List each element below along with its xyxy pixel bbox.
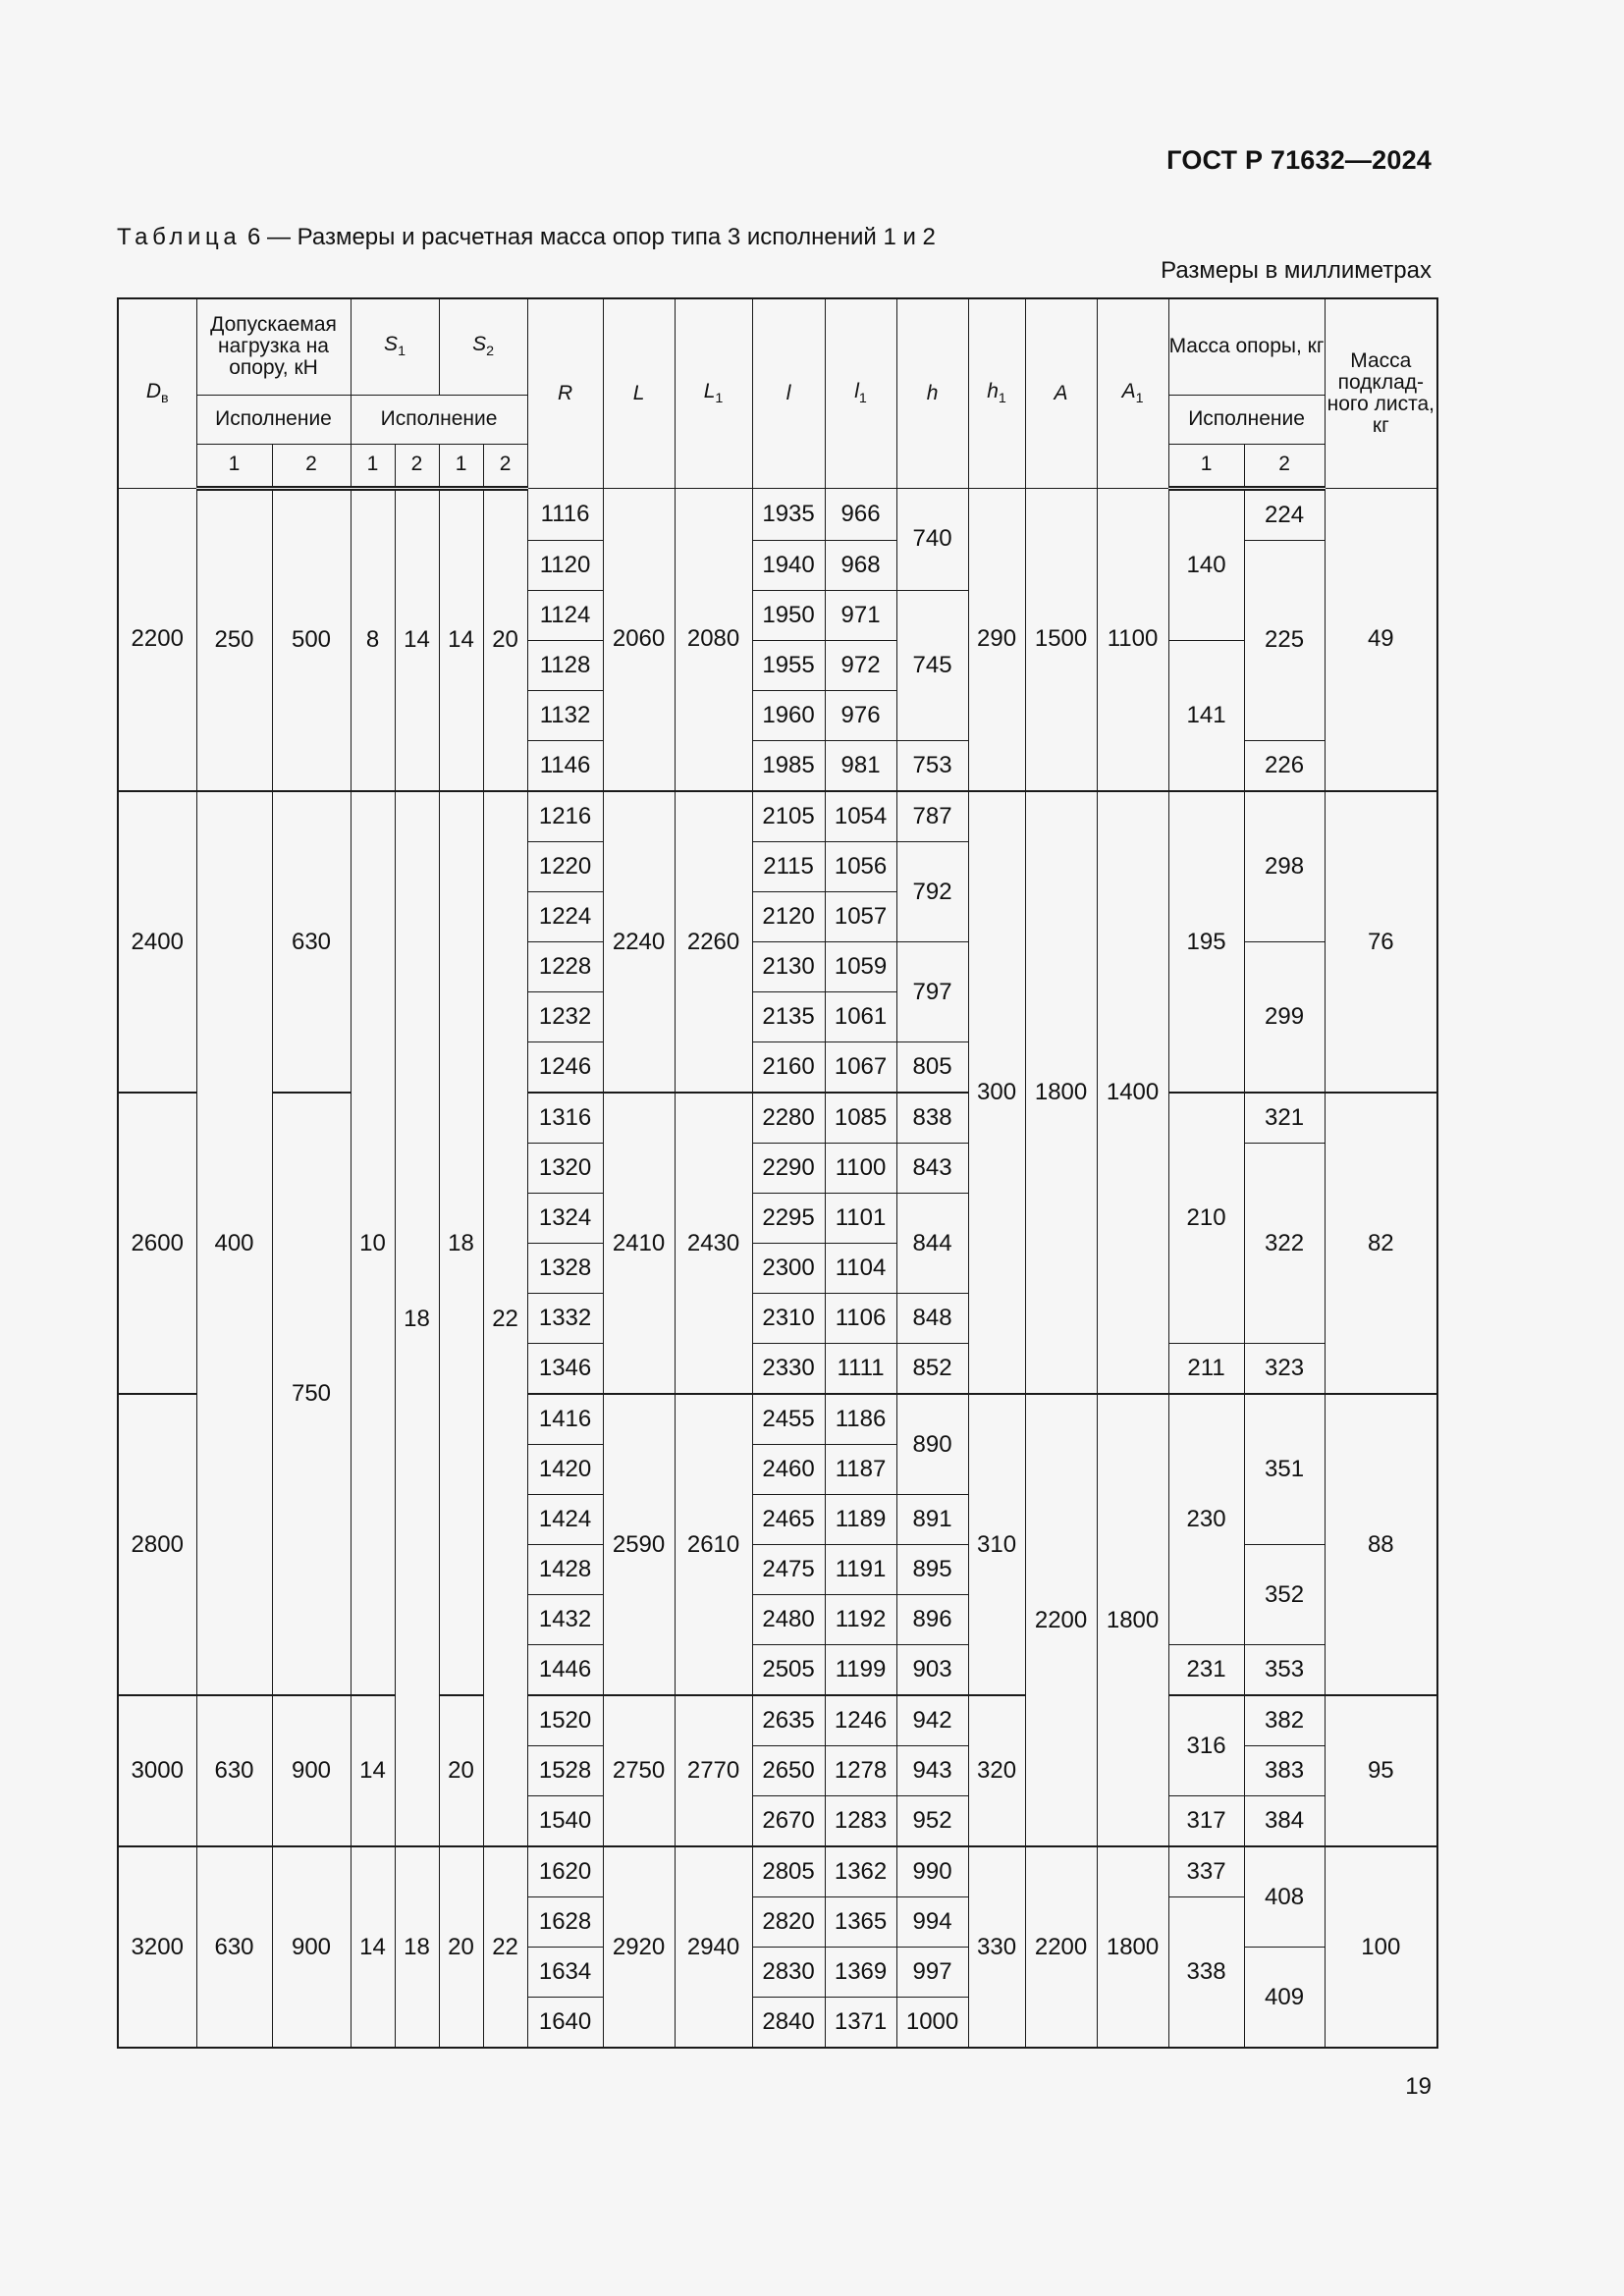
cell-m1: 195 xyxy=(1168,791,1244,1093)
header-r: R xyxy=(527,298,603,488)
cell-a1: 1800 xyxy=(1097,1394,1168,1846)
table-caption xyxy=(117,224,936,251)
cell-l1: 981 xyxy=(825,740,896,791)
cell-h: 843 xyxy=(896,1143,968,1193)
cell-s1-2: 14 xyxy=(395,488,439,791)
cell-m2: 224 xyxy=(1244,488,1325,540)
cell-l: 1940 xyxy=(752,540,825,590)
cell-load2: 500 xyxy=(272,488,351,791)
cell-plate: 88 xyxy=(1325,1394,1437,1695)
cell-plate: 82 xyxy=(1325,1093,1437,1394)
cell-load2: 630 xyxy=(272,791,351,1093)
cell-l: 2105 xyxy=(752,791,825,842)
units-note: Размеры в миллиметрах xyxy=(1161,257,1432,284)
cell-s1-2: 18 xyxy=(395,1846,439,2048)
cell-r: 1316 xyxy=(527,1093,603,1144)
cell-l: 2330 xyxy=(752,1343,825,1394)
cell-l: 2120 xyxy=(752,891,825,941)
cell-r: 1528 xyxy=(527,1745,603,1795)
header-s2: $S_2$ xyxy=(439,298,527,395)
cell-m1: 141 xyxy=(1168,640,1244,791)
cell-m2: 226 xyxy=(1244,740,1325,791)
cell-m2: 351 xyxy=(1244,1394,1325,1545)
cell-r: 1620 xyxy=(527,1846,603,1897)
cell-h: 787 xyxy=(896,791,968,842)
cell-l: 2460 xyxy=(752,1444,825,1494)
cell-r: 1328 xyxy=(527,1243,603,1293)
header-variant-s: Исполнение xyxy=(351,395,527,444)
cell-l: 2295 xyxy=(752,1193,825,1243)
cell-s2-1: 20 xyxy=(439,1695,483,1846)
cell-l1: 1061 xyxy=(825,991,896,1041)
cell-l: 1950 xyxy=(752,590,825,640)
cell-h1: 310 xyxy=(968,1394,1025,1695)
cell-s2-1: 20 xyxy=(439,1846,483,2048)
cell-l1: 1189 xyxy=(825,1494,896,1544)
cell-l1: 1106 xyxy=(825,1293,896,1343)
cell-l1: 1056 xyxy=(825,841,896,891)
cell-r: 1420 xyxy=(527,1444,603,1494)
cell-h: 890 xyxy=(896,1394,968,1495)
cell-l1: 1187 xyxy=(825,1444,896,1494)
header-a1: $A_1$ xyxy=(1097,298,1168,488)
cell-s1-1: 8 xyxy=(351,488,395,791)
cell-r: 1416 xyxy=(527,1394,603,1445)
cell-d: 2400 xyxy=(118,791,196,1093)
cell-s2-2: 22 xyxy=(483,791,527,1846)
header-l1-small: $l_1$ xyxy=(825,298,896,488)
cell-l1-big: 2080 xyxy=(675,488,752,791)
cell-h: 797 xyxy=(896,941,968,1041)
cell-s2-2: 20 xyxy=(483,488,527,791)
cell-r: 1446 xyxy=(527,1644,603,1695)
cell-load2: 900 xyxy=(272,1695,351,1846)
cell-m2: 383 xyxy=(1244,1745,1325,1795)
cell-m2: 353 xyxy=(1244,1644,1325,1695)
cell-m1: 211 xyxy=(1168,1343,1244,1394)
cell-h1: 290 xyxy=(968,488,1025,791)
cell-l1: 966 xyxy=(825,488,896,540)
cell-l: 2465 xyxy=(752,1494,825,1544)
cell-a: 2200 xyxy=(1025,1846,1097,2048)
cell-load1: 250 xyxy=(196,488,272,791)
cell-l1: 1186 xyxy=(825,1394,896,1445)
cell-h: 805 xyxy=(896,1041,968,1093)
cell-l1: 1085 xyxy=(825,1093,896,1144)
cell-h: 990 xyxy=(896,1846,968,1897)
cell-l1: 1369 xyxy=(825,1947,896,1997)
table-row xyxy=(118,1846,1437,1897)
cell-r: 1320 xyxy=(527,1143,603,1193)
cell-s1-1: 10 xyxy=(351,791,395,1695)
cell-h1: 320 xyxy=(968,1695,1025,1846)
cell-r: 1232 xyxy=(527,991,603,1041)
cell-m2: 321 xyxy=(1244,1093,1325,1144)
cell-h: 903 xyxy=(896,1644,968,1695)
header-s2-v2: 2 xyxy=(483,444,527,488)
cell-l-big: 2410 xyxy=(603,1093,675,1394)
header-s1-v2: 2 xyxy=(395,444,439,488)
cell-l: 1935 xyxy=(752,488,825,540)
cell-m2: 408 xyxy=(1244,1846,1325,1948)
cell-l1: 1059 xyxy=(825,941,896,991)
cell-h: 740 xyxy=(896,488,968,590)
cell-s2-1: 14 xyxy=(439,488,483,791)
cell-h: 895 xyxy=(896,1544,968,1594)
cell-l1: 1371 xyxy=(825,1997,896,2048)
cell-r: 1424 xyxy=(527,1494,603,1544)
cell-d: 3200 xyxy=(118,1846,196,2048)
cell-r: 1128 xyxy=(527,640,603,690)
cell-l1: 1111 xyxy=(825,1343,896,1394)
header-plate-mass: Масса подклад-ного листа, кг xyxy=(1325,298,1437,488)
cell-m2: 323 xyxy=(1244,1343,1325,1394)
cell-m2: 322 xyxy=(1244,1143,1325,1343)
cell-l: 2115 xyxy=(752,841,825,891)
cell-m1: 231 xyxy=(1168,1644,1244,1695)
cell-l1: 1192 xyxy=(825,1594,896,1644)
cell-l1-big: 2770 xyxy=(675,1695,752,1846)
cell-l1: 1054 xyxy=(825,791,896,842)
header-variant-load: Исполнение xyxy=(196,395,351,444)
cell-h: 896 xyxy=(896,1594,968,1644)
cell-m1: 337 xyxy=(1168,1846,1244,1897)
cell-l: 2455 xyxy=(752,1394,825,1445)
cell-plate: 100 xyxy=(1325,1846,1437,2048)
cell-l1-big: 2430 xyxy=(675,1093,752,1394)
cell-l: 2670 xyxy=(752,1795,825,1846)
cell-r: 1520 xyxy=(527,1695,603,1746)
cell-r: 1324 xyxy=(527,1193,603,1243)
cell-l1: 1067 xyxy=(825,1041,896,1093)
cell-l: 2130 xyxy=(752,941,825,991)
cell-d: 2600 xyxy=(118,1093,196,1394)
cell-l: 1955 xyxy=(752,640,825,690)
cell-s1-1: 14 xyxy=(351,1846,395,2048)
cell-r: 1216 xyxy=(527,791,603,842)
cell-l1: 968 xyxy=(825,540,896,590)
cell-h1: 330 xyxy=(968,1846,1025,2048)
cell-plate: 95 xyxy=(1325,1695,1437,1846)
cell-m2: 299 xyxy=(1244,941,1325,1093)
cell-m2: 382 xyxy=(1244,1695,1325,1746)
cell-m1: 317 xyxy=(1168,1795,1244,1846)
header-mass-v2: 2 xyxy=(1244,444,1325,488)
header-a: A xyxy=(1025,298,1097,488)
cell-m1: 338 xyxy=(1168,1896,1244,2048)
header-h1: $h_1$ xyxy=(968,298,1025,488)
cell-r: 1228 xyxy=(527,941,603,991)
cell-m2: 298 xyxy=(1244,791,1325,942)
document-id: ГОСТ Р 71632—2024 xyxy=(1166,145,1432,175)
cell-l: 2805 xyxy=(752,1846,825,1897)
cell-l: 2300 xyxy=(752,1243,825,1293)
cell-load2: 750 xyxy=(272,1093,351,1695)
cell-load2: 900 xyxy=(272,1846,351,2048)
caption-word: Таблица xyxy=(117,224,242,250)
cell-r: 1116 xyxy=(527,488,603,540)
cell-h: 997 xyxy=(896,1947,968,1997)
cell-m1: 316 xyxy=(1168,1695,1244,1796)
cell-l1: 1246 xyxy=(825,1695,896,1746)
cell-l1: 976 xyxy=(825,690,896,740)
table-row xyxy=(118,1695,1437,1746)
cell-h: 942 xyxy=(896,1695,968,1746)
cell-h: 994 xyxy=(896,1896,968,1947)
caption-text: 6 — Размеры и расчетная масса опор типа 3 исполнений 1 и 2 xyxy=(241,224,936,250)
cell-h: 838 xyxy=(896,1093,968,1144)
cell-h: 753 xyxy=(896,740,968,791)
header-h: h xyxy=(896,298,968,488)
cell-m1: 140 xyxy=(1168,488,1244,640)
cell-a: 1800 xyxy=(1025,791,1097,1394)
header-l-small: l xyxy=(752,298,825,488)
cell-h: 952 xyxy=(896,1795,968,1846)
table-row xyxy=(118,488,1437,540)
cell-l1-big: 2260 xyxy=(675,791,752,1093)
cell-l1: 1365 xyxy=(825,1896,896,1947)
header-mass: Масса опоры, кг xyxy=(1168,298,1325,395)
cell-load1: 630 xyxy=(196,1695,272,1846)
cell-d: 2800 xyxy=(118,1394,196,1695)
cell-r: 1146 xyxy=(527,740,603,791)
cell-r: 1124 xyxy=(527,590,603,640)
cell-a1: 1400 xyxy=(1097,791,1168,1394)
cell-l: 2650 xyxy=(752,1745,825,1795)
page-number: 19 xyxy=(1405,2073,1432,2100)
header-l1-big: $L_1$ xyxy=(675,298,752,488)
cell-r: 1428 xyxy=(527,1544,603,1594)
cell-s1-2: 18 xyxy=(395,791,439,1846)
header-l-big: L xyxy=(603,298,675,488)
cell-h: 844 xyxy=(896,1193,968,1293)
cell-l1: 1362 xyxy=(825,1846,896,1897)
cell-l-big: 2060 xyxy=(603,488,675,791)
cell-l1: 1191 xyxy=(825,1544,896,1594)
cell-a1: 1100 xyxy=(1097,488,1168,791)
table-row xyxy=(118,1093,1437,1144)
header-d: $D_в$ xyxy=(118,298,196,488)
cell-r: 1132 xyxy=(527,690,603,740)
dimensions-table xyxy=(117,297,1438,2049)
cell-l1: 1104 xyxy=(825,1243,896,1293)
cell-l: 2135 xyxy=(752,991,825,1041)
cell-s1-1: 14 xyxy=(351,1695,395,1846)
cell-m2: 384 xyxy=(1244,1795,1325,1846)
cell-s2-2: 22 xyxy=(483,1846,527,2048)
cell-h: 943 xyxy=(896,1745,968,1795)
cell-h: 1000 xyxy=(896,1997,968,2048)
cell-load1: 400 xyxy=(196,791,272,1695)
cell-h: 792 xyxy=(896,841,968,941)
cell-a: 2200 xyxy=(1025,1394,1097,1846)
cell-l1: 972 xyxy=(825,640,896,690)
cell-l-big: 2920 xyxy=(603,1846,675,2048)
cell-l: 2840 xyxy=(752,1997,825,2048)
cell-plate: 76 xyxy=(1325,791,1437,1093)
header-s1-v1: 1 xyxy=(351,444,395,488)
cell-l: 1960 xyxy=(752,690,825,740)
cell-h: 848 xyxy=(896,1293,968,1343)
cell-a: 1500 xyxy=(1025,488,1097,791)
table-row xyxy=(118,791,1437,842)
cell-load1: 630 xyxy=(196,1846,272,2048)
cell-l1: 971 xyxy=(825,590,896,640)
cell-h: 745 xyxy=(896,590,968,740)
cell-l1: 1101 xyxy=(825,1193,896,1243)
header-load: Допускаемая нагрузка на опору, кН xyxy=(196,298,351,395)
cell-r: 1628 xyxy=(527,1896,603,1947)
cell-l: 2505 xyxy=(752,1644,825,1695)
cell-h: 852 xyxy=(896,1343,968,1394)
header-load-v2: 2 xyxy=(272,444,351,488)
cell-r: 1634 xyxy=(527,1947,603,1997)
cell-l1: 1100 xyxy=(825,1143,896,1193)
cell-l-big: 2240 xyxy=(603,791,675,1093)
header-s2-v1: 1 xyxy=(439,444,483,488)
header-s1: $S_1$ xyxy=(351,298,439,395)
cell-l: 2635 xyxy=(752,1695,825,1746)
cell-r: 1640 xyxy=(527,1997,603,2048)
header-mass-v1: 1 xyxy=(1168,444,1244,488)
cell-l1: 1057 xyxy=(825,891,896,941)
cell-l1: 1278 xyxy=(825,1745,896,1795)
cell-m2: 352 xyxy=(1244,1544,1325,1644)
cell-r: 1346 xyxy=(527,1343,603,1394)
cell-m1: 210 xyxy=(1168,1093,1244,1344)
cell-h: 891 xyxy=(896,1494,968,1544)
cell-l1: 1283 xyxy=(825,1795,896,1846)
cell-l: 2480 xyxy=(752,1594,825,1644)
header-variant-mass: Исполнение xyxy=(1168,395,1325,444)
cell-l: 2820 xyxy=(752,1896,825,1947)
cell-l: 1985 xyxy=(752,740,825,791)
cell-l: 2310 xyxy=(752,1293,825,1343)
cell-r: 1540 xyxy=(527,1795,603,1846)
cell-s2-1: 18 xyxy=(439,791,483,1695)
cell-m2: 225 xyxy=(1244,540,1325,740)
cell-l1-big: 2610 xyxy=(675,1394,752,1695)
cell-l-big: 2750 xyxy=(603,1695,675,1846)
cell-d: 3000 xyxy=(118,1695,196,1846)
cell-l-big: 2590 xyxy=(603,1394,675,1695)
cell-l: 2290 xyxy=(752,1143,825,1193)
cell-r: 1220 xyxy=(527,841,603,891)
cell-plate: 49 xyxy=(1325,488,1437,791)
cell-h1: 300 xyxy=(968,791,1025,1394)
cell-r: 1432 xyxy=(527,1594,603,1644)
cell-l: 2280 xyxy=(752,1093,825,1144)
cell-d: 2200 xyxy=(118,488,196,791)
cell-m1: 230 xyxy=(1168,1394,1244,1645)
cell-a1: 1800 xyxy=(1097,1846,1168,2048)
cell-l: 2160 xyxy=(752,1041,825,1093)
cell-r: 1120 xyxy=(527,540,603,590)
cell-r: 1224 xyxy=(527,891,603,941)
cell-l1-big: 2940 xyxy=(675,1846,752,2048)
header-load-v1: 1 xyxy=(196,444,272,488)
cell-l: 2830 xyxy=(752,1947,825,1997)
cell-l: 2475 xyxy=(752,1544,825,1594)
cell-r: 1246 xyxy=(527,1041,603,1093)
cell-l1: 1199 xyxy=(825,1644,896,1695)
cell-m2: 409 xyxy=(1244,1947,1325,2048)
cell-r: 1332 xyxy=(527,1293,603,1343)
